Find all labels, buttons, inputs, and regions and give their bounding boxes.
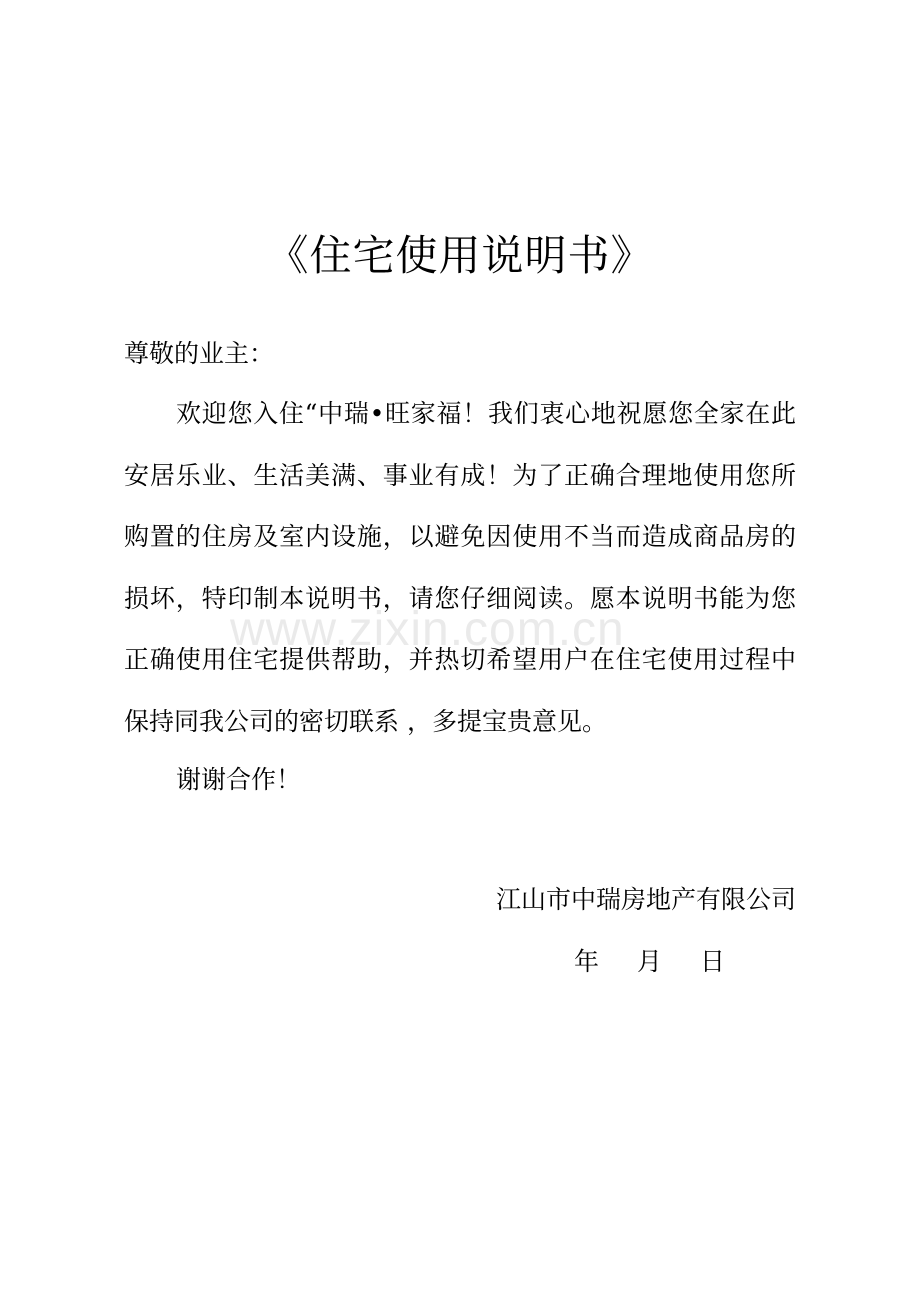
watermark: www.zixin.com.cn: [230, 603, 625, 656]
thanks-line: 谢谢合作！: [176, 765, 302, 794]
body-paragraph: 欢迎您入住“中瑞•旺家福！我们衷心地祝愿您全家在此安居乐业、生活美满、事业有成！为了正确合理地使用您所购置的住房及室内设施，以避免因使用不当而造成商品房的损坏，特印制本说明书，请您仔细阅读。愿本说明书能为您正确使用住宅提供帮助，并热切希望用户在住宅使用过程中保持同我公司的密切联系 ，多提宝贵意见。: [124, 399, 796, 736]
date-year: 年: [574, 947, 600, 976]
salutation: 尊敬的业主：: [124, 339, 275, 368]
date-month: 月: [637, 947, 663, 976]
company-name: 江山市中瑞房地产有限公司: [495, 885, 796, 914]
date-day: 日: [700, 947, 726, 976]
date-line: [574, 942, 725, 982]
document-title: 《住宅使用说明书》: [266, 231, 654, 281]
